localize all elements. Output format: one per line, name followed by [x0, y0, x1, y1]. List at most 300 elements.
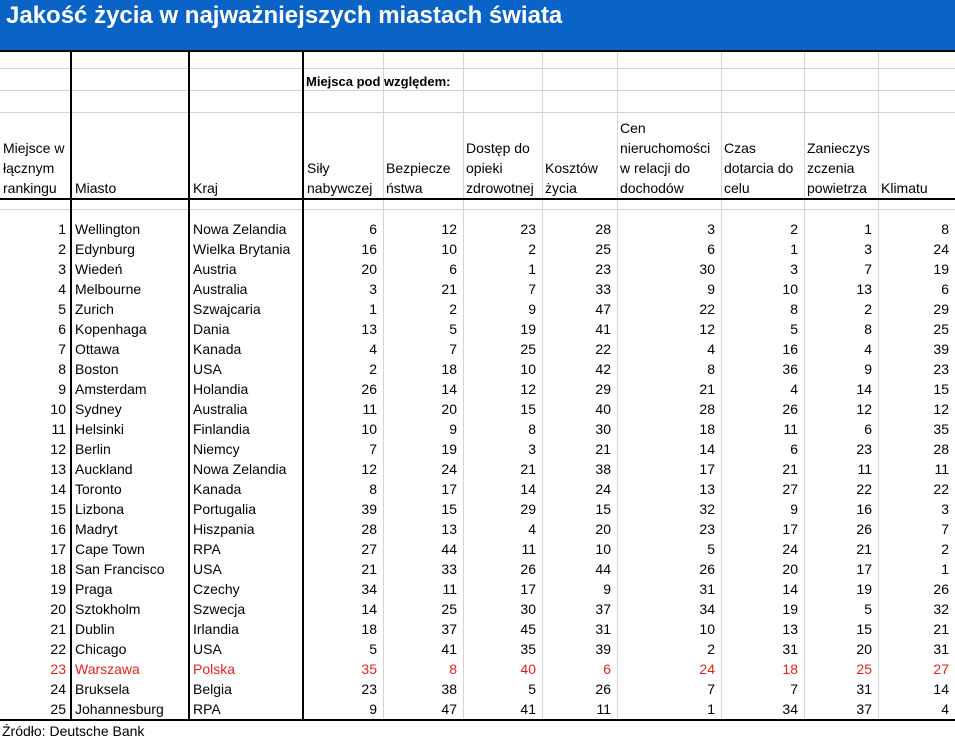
- cell-climate[interactable]: 15: [933, 381, 949, 397]
- cell-country[interactable]: Holandia: [193, 381, 249, 397]
- cell-healthcare[interactable]: 4: [528, 521, 536, 537]
- cell-cost-of-living[interactable]: 9: [603, 581, 611, 597]
- cell-pollution[interactable]: 11: [857, 461, 872, 477]
- cell-healthcare[interactable]: 14: [520, 481, 536, 497]
- cell-city[interactable]: Wiedeń: [75, 261, 123, 277]
- cell-city[interactable]: Johannesburg: [75, 701, 164, 717]
- cell-commute-time[interactable]: 24: [782, 541, 798, 557]
- cell-property-price-to-income[interactable]: 1: [707, 701, 715, 717]
- cell-climate[interactable]: 23: [933, 361, 949, 377]
- cell-country[interactable]: Australia: [193, 281, 248, 297]
- cell-healthcare[interactable]: 41: [520, 701, 536, 717]
- table-row[interactable]: [0, 659, 955, 679]
- cell-climate[interactable]: 11: [934, 461, 949, 477]
- cell-purchasing-power[interactable]: 7: [369, 441, 377, 457]
- cell-rank[interactable]: 19: [50, 581, 66, 597]
- table-row[interactable]: [0, 239, 955, 259]
- cell-safety[interactable]: 11: [442, 581, 457, 597]
- cell-cost-of-living[interactable]: 15: [595, 501, 611, 517]
- cell-property-price-to-income[interactable]: 23: [699, 521, 715, 537]
- cell-pollution[interactable]: 22: [856, 481, 872, 497]
- cell-commute-time[interactable]: 16: [782, 341, 798, 357]
- cell-climate[interactable]: 32: [933, 601, 949, 617]
- cell-property-price-to-income[interactable]: 18: [699, 421, 715, 437]
- table-row[interactable]: [0, 619, 955, 639]
- cell-city[interactable]: Sydney: [75, 401, 122, 417]
- cell-pollution[interactable]: 13: [856, 281, 872, 297]
- cell-safety[interactable]: 19: [441, 441, 457, 457]
- cell-purchasing-power[interactable]: 2: [369, 361, 377, 377]
- cell-pollution[interactable]: 16: [856, 501, 872, 517]
- cell-cost-of-living[interactable]: 37: [595, 601, 611, 617]
- cell-property-price-to-income[interactable]: 8: [707, 361, 715, 377]
- cell-commute-time[interactable]: 17: [782, 521, 798, 537]
- cell-country[interactable]: Niemcy: [193, 441, 240, 457]
- table-row[interactable]: [0, 499, 955, 519]
- cell-safety[interactable]: 6: [449, 261, 457, 277]
- cell-climate[interactable]: 8: [941, 221, 949, 237]
- cell-healthcare[interactable]: 35: [520, 641, 536, 657]
- table-row[interactable]: [0, 699, 955, 719]
- cell-commute-time[interactable]: 3: [790, 261, 798, 277]
- cell-climate[interactable]: 19: [933, 261, 949, 277]
- cell-healthcare[interactable]: 26: [520, 561, 536, 577]
- cell-safety[interactable]: 41: [441, 641, 457, 657]
- table-row[interactable]: [0, 459, 955, 479]
- cell-country[interactable]: Kanada: [193, 341, 242, 357]
- cell-rank[interactable]: 11: [51, 421, 66, 437]
- cell-healthcare[interactable]: 21: [520, 461, 536, 477]
- cell-rank[interactable]: 18: [50, 561, 66, 577]
- cell-rank[interactable]: 24: [50, 681, 66, 697]
- cell-city[interactable]: Dublin: [75, 621, 115, 637]
- cell-country[interactable]: Dania: [193, 321, 230, 337]
- cell-cost-of-living[interactable]: 47: [595, 301, 611, 317]
- cell-country[interactable]: USA: [193, 561, 222, 577]
- cell-healthcare[interactable]: 3: [528, 441, 536, 457]
- cell-property-price-to-income[interactable]: 3: [707, 221, 715, 237]
- cell-commute-time[interactable]: 18: [782, 661, 798, 677]
- cell-commute-time[interactable]: 27: [782, 481, 798, 497]
- cell-commute-time[interactable]: 20: [782, 561, 798, 577]
- cell-healthcare[interactable]: 10: [520, 361, 536, 377]
- cell-cost-of-living[interactable]: 23: [595, 261, 611, 277]
- cell-cost-of-living[interactable]: 6: [603, 661, 611, 677]
- cell-healthcare[interactable]: 29: [520, 501, 536, 517]
- cell-safety[interactable]: 20: [441, 401, 457, 417]
- cell-city[interactable]: San Francisco: [75, 561, 165, 577]
- cell-climate[interactable]: 12: [933, 401, 949, 417]
- cell-country[interactable]: Szwecja: [193, 601, 246, 617]
- cell-property-price-to-income[interactable]: 2: [707, 641, 715, 657]
- cell-climate[interactable]: 7: [941, 521, 949, 537]
- table-row[interactable]: [0, 579, 955, 599]
- cell-healthcare[interactable]: 30: [520, 601, 536, 617]
- cell-healthcare[interactable]: 5: [528, 681, 536, 697]
- cell-cost-of-living[interactable]: 41: [595, 321, 611, 337]
- cell-cost-of-living[interactable]: 29: [595, 381, 611, 397]
- cell-climate[interactable]: 28: [933, 441, 949, 457]
- cell-country[interactable]: Nowa Zelandia: [193, 461, 287, 477]
- cell-commute-time[interactable]: 14: [782, 581, 798, 597]
- cell-pollution[interactable]: 31: [856, 681, 872, 697]
- cell-climate[interactable]: 2: [941, 541, 949, 557]
- cell-rank[interactable]: 22: [50, 641, 66, 657]
- cell-cost-of-living[interactable]: 44: [595, 561, 611, 577]
- cell-city[interactable]: Melbourne: [75, 281, 142, 297]
- cell-property-price-to-income[interactable]: 17: [699, 461, 715, 477]
- cell-property-price-to-income[interactable]: 31: [699, 581, 715, 597]
- table-row[interactable]: [0, 399, 955, 419]
- cell-cost-of-living[interactable]: 42: [595, 361, 611, 377]
- cell-city[interactable]: Madryt: [75, 521, 118, 537]
- cell-city[interactable]: Amsterdam: [75, 381, 147, 397]
- cell-safety[interactable]: 5: [449, 321, 457, 337]
- cell-cost-of-living[interactable]: 21: [595, 441, 611, 457]
- cell-rank[interactable]: 12: [50, 441, 66, 457]
- cell-rank[interactable]: 13: [50, 461, 66, 477]
- cell-rank[interactable]: 2: [58, 241, 66, 257]
- cell-city[interactable]: Wellington: [75, 221, 141, 237]
- cell-property-price-to-income[interactable]: 21: [699, 381, 715, 397]
- cell-city[interactable]: Helsinki: [75, 421, 125, 437]
- cell-rank[interactable]: 23: [50, 661, 66, 677]
- cell-safety[interactable]: 12: [441, 221, 457, 237]
- cell-commute-time[interactable]: 34: [782, 701, 798, 717]
- cell-safety[interactable]: 18: [441, 361, 457, 377]
- cell-country[interactable]: Belgia: [193, 681, 232, 697]
- cell-healthcare[interactable]: 40: [520, 661, 536, 677]
- cell-safety[interactable]: 10: [441, 241, 457, 257]
- cell-pollution[interactable]: 3: [864, 241, 872, 257]
- cell-pollution[interactable]: 17: [856, 561, 872, 577]
- cell-commute-time[interactable]: 9: [790, 501, 798, 517]
- cell-city[interactable]: Lizbona: [75, 501, 125, 517]
- cell-purchasing-power[interactable]: 16: [361, 241, 377, 257]
- cell-commute-time[interactable]: 11: [783, 421, 798, 437]
- cell-city[interactable]: Ottawa: [75, 341, 120, 357]
- cell-healthcare[interactable]: 17: [520, 581, 536, 597]
- cell-city[interactable]: Cape Town: [75, 541, 145, 557]
- cell-cost-of-living[interactable]: 28: [595, 221, 611, 237]
- table-row[interactable]: [0, 639, 955, 659]
- cell-property-price-to-income[interactable]: 4: [707, 341, 715, 357]
- cell-city[interactable]: Praga: [75, 581, 113, 597]
- cell-rank[interactable]: 9: [58, 381, 66, 397]
- table-row[interactable]: [0, 339, 955, 359]
- cell-rank[interactable]: 21: [50, 621, 66, 637]
- cell-pollution[interactable]: 9: [864, 361, 872, 377]
- cell-commute-time[interactable]: 36: [782, 361, 798, 377]
- cell-safety[interactable]: 8: [449, 661, 457, 677]
- cell-safety[interactable]: 21: [441, 281, 457, 297]
- cell-safety[interactable]: 13: [441, 521, 457, 537]
- cell-country[interactable]: Nowa Zelandia: [193, 221, 287, 237]
- cell-safety[interactable]: 44: [441, 541, 457, 557]
- cell-safety[interactable]: 7: [449, 341, 457, 357]
- cell-healthcare[interactable]: 11: [521, 541, 536, 557]
- cell-pollution[interactable]: 26: [856, 521, 872, 537]
- cell-commute-time[interactable]: 21: [782, 461, 798, 477]
- cell-commute-time[interactable]: 4: [790, 381, 798, 397]
- cell-commute-time[interactable]: 7: [790, 681, 798, 697]
- cell-commute-time[interactable]: 2: [790, 221, 798, 237]
- cell-city[interactable]: Boston: [75, 361, 119, 377]
- cell-climate[interactable]: 14: [933, 681, 949, 697]
- cell-property-price-to-income[interactable]: 22: [699, 301, 715, 317]
- cell-purchasing-power[interactable]: 27: [361, 541, 377, 557]
- cell-country[interactable]: Polska: [193, 661, 236, 677]
- cell-purchasing-power[interactable]: 39: [361, 501, 377, 517]
- cell-purchasing-power[interactable]: 14: [361, 601, 377, 617]
- cell-city[interactable]: Auckland: [75, 461, 133, 477]
- cell-cost-of-living[interactable]: 33: [595, 281, 611, 297]
- table-row[interactable]: [0, 419, 955, 439]
- cell-pollution[interactable]: 8: [864, 321, 872, 337]
- cell-country[interactable]: Irlandia: [193, 621, 239, 637]
- cell-property-price-to-income[interactable]: 13: [699, 481, 715, 497]
- cell-pollution[interactable]: 37: [856, 701, 872, 717]
- table-row[interactable]: [0, 259, 955, 279]
- cell-cost-of-living[interactable]: 22: [595, 341, 611, 357]
- cell-cost-of-living[interactable]: 25: [595, 241, 611, 257]
- cell-purchasing-power[interactable]: 10: [361, 421, 377, 437]
- cell-pollution[interactable]: 15: [856, 621, 872, 637]
- table-row[interactable]: [0, 439, 955, 459]
- table-row[interactable]: [0, 359, 955, 379]
- cell-rank[interactable]: 6: [58, 321, 66, 337]
- cell-rank[interactable]: 15: [50, 501, 66, 517]
- cell-country[interactable]: USA: [193, 361, 222, 377]
- table-row[interactable]: [0, 219, 955, 239]
- cell-pollution[interactable]: 1: [864, 221, 872, 237]
- cell-rank[interactable]: 1: [58, 221, 66, 237]
- cell-property-price-to-income[interactable]: 24: [699, 661, 715, 677]
- cell-pollution[interactable]: 20: [856, 641, 872, 657]
- cell-purchasing-power[interactable]: 34: [361, 581, 377, 597]
- cell-safety[interactable]: 25: [441, 601, 457, 617]
- cell-property-price-to-income[interactable]: 28: [699, 401, 715, 417]
- cell-healthcare[interactable]: 25: [520, 341, 536, 357]
- cell-climate[interactable]: 22: [933, 481, 949, 497]
- cell-climate[interactable]: 3: [941, 501, 949, 517]
- cell-climate[interactable]: 25: [933, 321, 949, 337]
- cell-country[interactable]: Wielka Brytania: [193, 241, 291, 257]
- cell-commute-time[interactable]: 10: [782, 281, 798, 297]
- cell-healthcare[interactable]: 19: [520, 321, 536, 337]
- cell-safety[interactable]: 15: [441, 501, 457, 517]
- cell-climate[interactable]: 24: [933, 241, 949, 257]
- cell-pollution[interactable]: 7: [864, 261, 872, 277]
- cell-safety[interactable]: 38: [441, 681, 457, 697]
- cell-purchasing-power[interactable]: 3: [369, 281, 377, 297]
- cell-purchasing-power[interactable]: 20: [361, 261, 377, 277]
- cell-pollution[interactable]: 2: [864, 301, 872, 317]
- cell-pollution[interactable]: 21: [856, 541, 872, 557]
- table-row[interactable]: [0, 539, 955, 559]
- cell-city[interactable]: Zurich: [75, 301, 114, 317]
- cell-property-price-to-income[interactable]: 5: [707, 541, 715, 557]
- cell-pollution[interactable]: 5: [864, 601, 872, 617]
- cell-purchasing-power[interactable]: 26: [361, 381, 377, 397]
- cell-rank[interactable]: 7: [58, 341, 66, 357]
- cell-healthcare[interactable]: 23: [520, 221, 536, 237]
- cell-country[interactable]: Hiszpania: [193, 521, 255, 537]
- cell-cost-of-living[interactable]: 40: [595, 401, 611, 417]
- cell-country[interactable]: USA: [193, 641, 222, 657]
- cell-cost-of-living[interactable]: 24: [595, 481, 611, 497]
- cell-safety[interactable]: 47: [441, 701, 457, 717]
- cell-healthcare[interactable]: 2: [528, 241, 536, 257]
- cell-commute-time[interactable]: 8: [790, 301, 798, 317]
- cell-climate[interactable]: 4: [941, 701, 949, 717]
- cell-rank[interactable]: 16: [50, 521, 66, 537]
- cell-safety[interactable]: 37: [441, 621, 457, 637]
- cell-cost-of-living[interactable]: 11: [596, 701, 611, 717]
- cell-property-price-to-income[interactable]: 32: [699, 501, 715, 517]
- cell-property-price-to-income[interactable]: 14: [699, 441, 715, 457]
- cell-safety[interactable]: 24: [441, 461, 457, 477]
- cell-cost-of-living[interactable]: 30: [595, 421, 611, 437]
- cell-country[interactable]: Finlandia: [193, 421, 250, 437]
- cell-country[interactable]: Czechy: [193, 581, 240, 597]
- cell-country[interactable]: Australia: [193, 401, 248, 417]
- cell-country[interactable]: Kanada: [193, 481, 242, 497]
- cell-healthcare[interactable]: 15: [520, 401, 536, 417]
- cell-rank[interactable]: 5: [58, 301, 66, 317]
- cell-property-price-to-income[interactable]: 30: [699, 261, 715, 277]
- cell-commute-time[interactable]: 13: [782, 621, 798, 637]
- cell-country[interactable]: RPA: [193, 701, 221, 717]
- cell-country[interactable]: Portugalia: [193, 501, 257, 517]
- cell-cost-of-living[interactable]: 10: [595, 541, 611, 557]
- cell-cost-of-living[interactable]: 26: [595, 681, 611, 697]
- cell-rank[interactable]: 14: [50, 481, 66, 497]
- cell-commute-time[interactable]: 19: [782, 601, 798, 617]
- cell-purchasing-power[interactable]: 18: [361, 621, 377, 637]
- cell-climate[interactable]: 26: [933, 581, 949, 597]
- cell-purchasing-power[interactable]: 21: [361, 561, 377, 577]
- cell-safety[interactable]: 17: [441, 481, 457, 497]
- cell-climate[interactable]: 39: [933, 341, 949, 357]
- cell-rank[interactable]: 20: [50, 601, 66, 617]
- cell-rank[interactable]: 17: [50, 541, 66, 557]
- cell-city[interactable]: Kopenhaga: [75, 321, 147, 337]
- cell-pollution[interactable]: 19: [856, 581, 872, 597]
- cell-purchasing-power[interactable]: 4: [369, 341, 377, 357]
- cell-purchasing-power[interactable]: 23: [361, 681, 377, 697]
- cell-property-price-to-income[interactable]: 12: [699, 321, 715, 337]
- cell-commute-time[interactable]: 6: [790, 441, 798, 457]
- table-row[interactable]: [0, 279, 955, 299]
- cell-property-price-to-income[interactable]: 9: [707, 281, 715, 297]
- cell-cost-of-living[interactable]: 31: [595, 621, 611, 637]
- cell-climate[interactable]: 31: [933, 641, 949, 657]
- cell-climate[interactable]: 35: [933, 421, 949, 437]
- cell-cost-of-living[interactable]: 20: [595, 521, 611, 537]
- cell-country[interactable]: RPA: [193, 541, 221, 557]
- table-row[interactable]: [0, 299, 955, 319]
- cell-property-price-to-income[interactable]: 26: [699, 561, 715, 577]
- cell-climate[interactable]: 1: [941, 561, 949, 577]
- cell-rank[interactable]: 10: [50, 401, 66, 417]
- cell-commute-time[interactable]: 1: [790, 241, 798, 257]
- cell-rank[interactable]: 4: [58, 281, 66, 297]
- cell-country[interactable]: Austria: [193, 261, 237, 277]
- cell-pollution[interactable]: 4: [864, 341, 872, 357]
- cell-commute-time[interactable]: 5: [790, 321, 798, 337]
- cell-rank[interactable]: 8: [58, 361, 66, 377]
- cell-healthcare[interactable]: 7: [528, 281, 536, 297]
- cell-purchasing-power[interactable]: 35: [361, 661, 377, 677]
- cell-commute-time[interactable]: 31: [782, 641, 798, 657]
- cell-city[interactable]: Chicago: [75, 641, 127, 657]
- cell-rank[interactable]: 25: [50, 701, 66, 717]
- table-row[interactable]: [0, 479, 955, 499]
- cell-pollution[interactable]: 12: [856, 401, 872, 417]
- cell-pollution[interactable]: 6: [864, 421, 872, 437]
- cell-purchasing-power[interactable]: 5: [369, 641, 377, 657]
- cell-city[interactable]: Sztokholm: [75, 601, 141, 617]
- cell-climate[interactable]: 6: [941, 281, 949, 297]
- cell-rank[interactable]: 3: [58, 261, 66, 277]
- cell-city[interactable]: Toronto: [75, 481, 122, 497]
- cell-property-price-to-income[interactable]: 7: [707, 681, 715, 697]
- cell-purchasing-power[interactable]: 28: [361, 521, 377, 537]
- table-row[interactable]: [0, 599, 955, 619]
- cell-property-price-to-income[interactable]: 10: [699, 621, 715, 637]
- cell-safety[interactable]: 14: [441, 381, 457, 397]
- cell-purchasing-power[interactable]: 6: [369, 221, 377, 237]
- cell-cost-of-living[interactable]: 38: [595, 461, 611, 477]
- table-row[interactable]: [0, 379, 955, 399]
- cell-pollution[interactable]: 25: [856, 661, 872, 677]
- cell-safety[interactable]: 2: [449, 301, 457, 317]
- cell-purchasing-power[interactable]: 13: [361, 321, 377, 337]
- cell-climate[interactable]: 21: [933, 621, 949, 637]
- cell-city[interactable]: Bruksela: [75, 681, 130, 697]
- cell-purchasing-power[interactable]: 1: [369, 301, 377, 317]
- cell-pollution[interactable]: 23: [856, 441, 872, 457]
- table-row[interactable]: [0, 319, 955, 339]
- cell-commute-time[interactable]: 26: [782, 401, 798, 417]
- cell-healthcare[interactable]: 9: [528, 301, 536, 317]
- cell-climate[interactable]: 29: [933, 301, 949, 317]
- cell-safety[interactable]: 9: [449, 421, 457, 437]
- cell-purchasing-power[interactable]: 8: [369, 481, 377, 497]
- cell-cost-of-living[interactable]: 39: [595, 641, 611, 657]
- cell-city[interactable]: Berlin: [75, 441, 111, 457]
- table-row[interactable]: [0, 519, 955, 539]
- cell-safety[interactable]: 33: [441, 561, 457, 577]
- cell-pollution[interactable]: 14: [856, 381, 872, 397]
- cell-healthcare[interactable]: 8: [528, 421, 536, 437]
- cell-city[interactable]: Warszawa: [75, 661, 140, 677]
- cell-property-price-to-income[interactable]: 34: [699, 601, 715, 617]
- cell-purchasing-power[interactable]: 12: [361, 461, 377, 477]
- cell-climate[interactable]: 27: [933, 661, 949, 677]
- table-row[interactable]: [0, 679, 955, 699]
- table-row[interactable]: [0, 559, 955, 579]
- cell-healthcare[interactable]: 45: [520, 621, 536, 637]
- cell-healthcare[interactable]: 1: [528, 261, 536, 277]
- cell-country[interactable]: Szwajcaria: [193, 301, 261, 317]
- cell-purchasing-power[interactable]: 11: [362, 401, 377, 417]
- cell-healthcare[interactable]: 12: [520, 381, 536, 397]
- cell-purchasing-power[interactable]: 9: [369, 701, 377, 717]
- cell-city[interactable]: Edynburg: [75, 241, 135, 257]
- cell-property-price-to-income[interactable]: 6: [707, 241, 715, 257]
